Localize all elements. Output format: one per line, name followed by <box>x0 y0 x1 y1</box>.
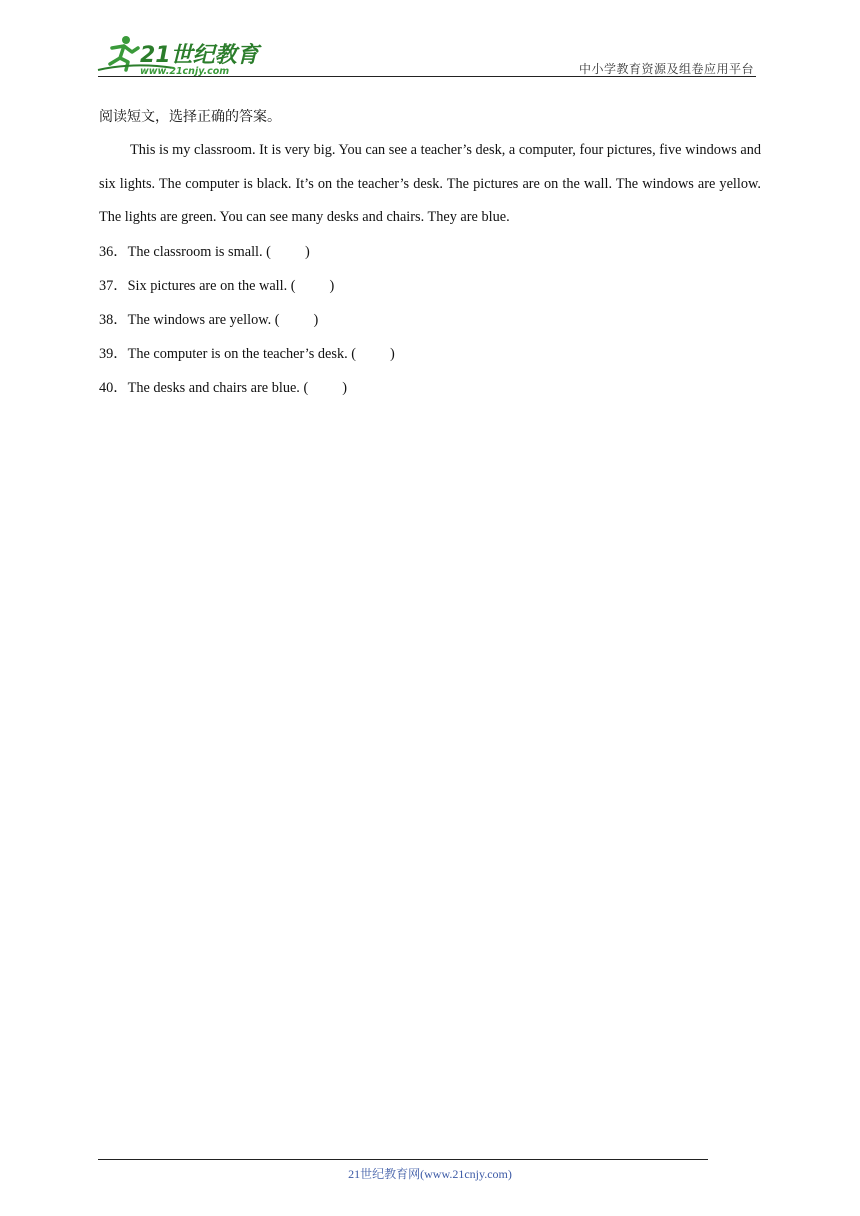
question-text: The computer is on the teacher’s desk. ( <box>127 345 357 362</box>
question-36 <box>99 235 761 269</box>
header-divider <box>98 76 756 77</box>
svg-text:21世纪教育: 21世纪教育 <box>140 43 259 68</box>
question-38 <box>99 303 761 337</box>
instruction-text: 阅读短文，选择正确的答案。 <box>99 109 281 125</box>
closing-paren: ) <box>342 379 347 396</box>
question-number: 39． <box>99 345 128 362</box>
question-number: 36． <box>99 243 128 260</box>
question-number: 40． <box>99 379 128 396</box>
question-text: The classroom is small. ( <box>127 243 271 260</box>
document-body <box>99 100 761 405</box>
closing-paren: ) <box>329 277 335 294</box>
closing-paren: ) <box>390 345 395 362</box>
page-header <box>0 0 860 82</box>
reading-passage: This is my classroom. It is very big. You can see a teacher’s desk, a computer, four pictures, five windows and six lights. The computer is black. It’s on the teacher’s desk. The pictures are on the wall. The windows are yellow. The lights are green. You can see many desks and chairs. They are blue. <box>99 142 761 225</box>
footer-link[interactable]: 21世纪教育网(www.21cnjy.com) <box>348 1167 512 1181</box>
question-number: 37． <box>99 277 128 294</box>
question-40 <box>99 371 761 405</box>
footer-divider <box>98 1159 708 1160</box>
question-text: The desks and chairs are blue. ( <box>127 379 309 396</box>
question-text: Six pictures are on the wall. ( <box>127 277 296 294</box>
closing-paren: ) <box>313 311 319 328</box>
logo-icon <box>94 34 262 76</box>
platform-name: 中小学教育资源及组卷应用平台 <box>578 62 754 76</box>
svg-text:www.21cnjy.com: www.21cnjy.com <box>140 66 230 76</box>
question-37 <box>99 269 761 303</box>
question-39 <box>99 337 761 371</box>
question-text: The windows are yellow. ( <box>127 311 280 328</box>
closing-paren: ) <box>304 243 310 260</box>
question-number: 38． <box>99 311 128 328</box>
logo <box>94 34 262 76</box>
